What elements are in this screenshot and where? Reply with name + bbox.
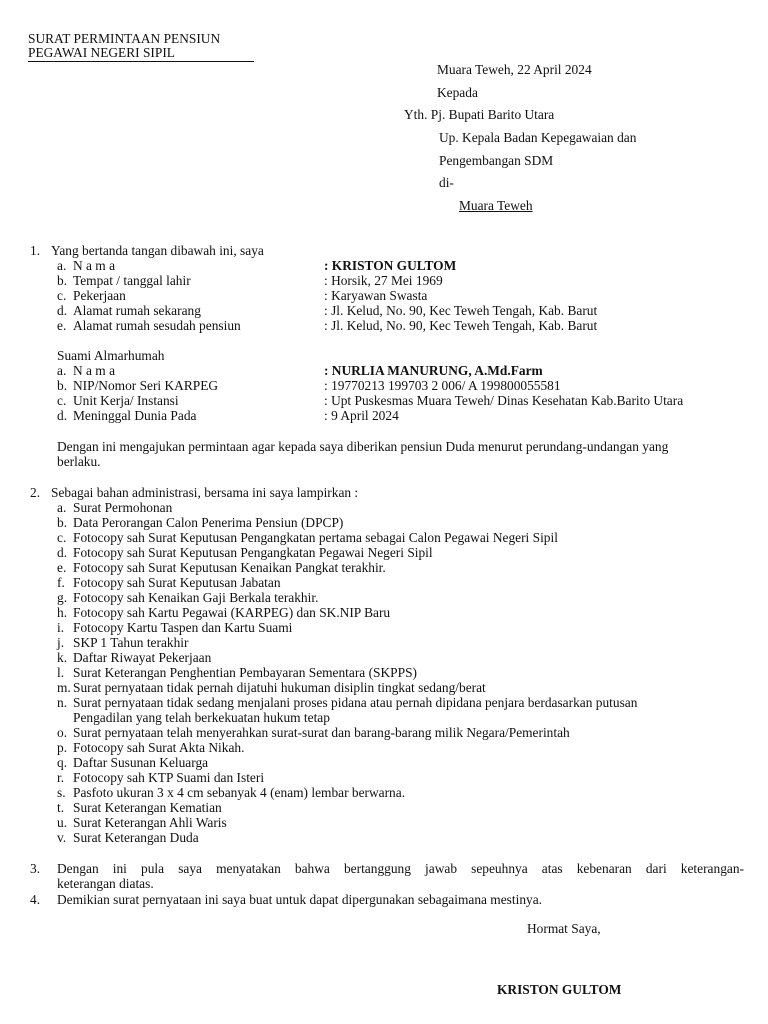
attachment-letter: j.: [57, 635, 65, 650]
field-letter: a.: [57, 258, 67, 273]
attachment-letter: c.: [57, 530, 67, 545]
field-value: : Jl. Kelud, No. 90, Kec Teweh Tengah, Kab. Barut: [324, 303, 598, 318]
attachment-letter: v.: [57, 830, 67, 845]
attachment-letter: b.: [57, 515, 68, 530]
attachment-letter: r.: [57, 770, 65, 785]
attachment-letter: p.: [57, 740, 68, 755]
attachment-text: Surat pernyataan telah menyerahkan surat-surat dan barang-barang milik Negara/Pemerintah: [73, 725, 570, 740]
attachment-letter: h.: [57, 605, 68, 620]
section4-number: 4.: [30, 892, 41, 907]
attachment-text: Fotocopy sah Surat Keputusan Pengangkatan pertama sebagai Calon Pegawai Negeri Sipil: [73, 530, 558, 545]
attachment-text: Surat Keterangan Duda: [73, 830, 199, 845]
field-value: : Jl. Kelud, No. 90, Kec Teweh Tengah, Kab. Barut: [324, 318, 598, 333]
closing-greeting: Hormat Saya,: [527, 921, 601, 936]
attachment-text: Fotocopy sah KTP Suami dan Isteri: [73, 770, 265, 785]
section1-intro: Yang bertanda tangan dibawah ini, saya: [51, 243, 264, 258]
attachment-letter: g.: [57, 590, 68, 605]
field-value: : Horsik, 27 Mei 1969: [324, 273, 443, 288]
attachment-text: Data Perorangan Calon Penerima Pensiun (DPCP): [73, 515, 344, 530]
letter-title-line1: SURAT PERMINTAAN PENSIUN: [28, 31, 221, 46]
section4-text: Demikian surat pernyataan ini saya buat untuk dapat dipergunakan sebagaimana mestinya.: [57, 892, 543, 907]
attachment-text: Fotocopy sah Kartu Pegawai (KARPEG) dan SK.NIP Baru: [73, 605, 391, 620]
field-label: NIP/Nomor Seri KARPEG: [73, 378, 219, 393]
section3-line2: keterangan diatas.: [57, 876, 154, 891]
recipient: Yth. Pj. Bupati Barito Utara: [404, 107, 555, 122]
attention-line1: Up. Kepala Badan Kepegawaian dan: [439, 130, 637, 145]
attachment-letter: d.: [57, 545, 68, 560]
place-date: Muara Teweh, 22 April 2024: [437, 62, 592, 77]
attachment-text: Surat Permohonan: [73, 500, 173, 515]
attachment-letter: e.: [57, 560, 67, 575]
field-label: Meninggal Dunia Pada: [73, 408, 197, 423]
field-label: N a m a: [73, 258, 116, 273]
attachment-text: Surat pernyataan tidak sedang menjalani proses pidana atau pernah dipidana penjara berdasarkan putusan: [73, 695, 638, 710]
attachment-letter: m.: [57, 680, 71, 695]
section3-line1: Dengan ini pula saya menyatakan bahwa bertanggung jawab sepeuhnya atas kebenaran dari keterangan-: [57, 861, 744, 876]
attachment-letter: f.: [57, 575, 65, 590]
field-letter: c.: [57, 288, 67, 303]
field-letter: d.: [57, 303, 68, 318]
field-value: : Upt Puskesmas Muara Teweh/ Dinas Kesehatan Kab.Barito Utara: [324, 393, 684, 408]
attachment-text: Surat Keterangan Kematian: [73, 800, 222, 815]
attachment-letter: t.: [57, 800, 65, 815]
attachment-text: Fotocopy Kartu Taspen dan Kartu Suami: [73, 620, 293, 635]
attachment-text: SKP 1 Tahun terakhir: [73, 635, 189, 650]
attachment-text: Pasfoto ukuran 3 x 4 cm sebanyak 4 (enam) lembar berwarna.: [73, 785, 406, 800]
title-underline: [28, 61, 254, 62]
attachment-letter: q.: [57, 755, 68, 770]
signer-name: KRISTON GULTOM: [497, 982, 622, 997]
field-label: Pekerjaan: [73, 288, 126, 303]
field-value: : 19770213 199703 2 006/ A 199800055581: [324, 378, 561, 393]
field-label: Alamat rumah sekarang: [73, 303, 201, 318]
attachment-text: Surat Keterangan Ahli Waris: [73, 815, 227, 830]
request-line2: berlaku.: [57, 454, 101, 469]
attention-line2: Pengembangan SDM: [439, 153, 554, 168]
attachment-letter: l.: [57, 665, 65, 680]
attachment-letter: s.: [57, 785, 66, 800]
field-letter: e.: [57, 318, 67, 333]
attachment-text: Pengadilan yang telah berkekuatan hukum tetap: [73, 710, 330, 725]
field-label: N a m a: [73, 363, 116, 378]
attachment-letter: a.: [57, 500, 67, 515]
field-label: Unit Kerja/ Instansi: [73, 393, 179, 408]
field-letter: b.: [57, 273, 68, 288]
di-label: di-: [439, 175, 454, 190]
spouse-name: : NURLIA MANURUNG, A.Md.Farm: [324, 363, 543, 378]
section2-number: 2.: [30, 485, 41, 500]
field-letter: c.: [57, 393, 67, 408]
applicant-name: : KRISTON GULTOM: [324, 258, 457, 273]
field-value: : Karyawan Swasta: [324, 288, 428, 303]
attachment-letter: u.: [57, 815, 68, 830]
request-line1: Dengan ini mengajukan permintaan agar kepada saya diberikan pensiun Duda menurut perundang-undangan yang: [57, 439, 669, 454]
attachment-letter: i.: [57, 620, 65, 635]
attachment-text: Fotocopy sah Surat Akta Nikah.: [73, 740, 245, 755]
field-label: Tempat / tanggal lahir: [73, 273, 191, 288]
attachment-text: Fotocopy sah Surat Keputusan Jabatan: [73, 575, 281, 590]
section3-number: 3.: [30, 861, 41, 876]
field-letter: b.: [57, 378, 68, 393]
attachment-text: Surat pernyataan tidak pernah dijatuhi hukuman disiplin tingkat sedang/berat: [73, 680, 486, 695]
attachment-letter: k.: [57, 650, 68, 665]
attachment-letter: o.: [57, 725, 68, 740]
letter-title-line2: PEGAWAI NEGERI SIPIL: [28, 45, 175, 60]
field-label: Alamat rumah sesudah pensiun: [73, 318, 241, 333]
attachment-text: Surat Keterangan Penghentian Pembayaran Sementara (SKPPS): [73, 665, 417, 680]
attachment-text: Daftar Susunan Keluarga: [73, 755, 209, 770]
recipient-city: Muara Teweh: [459, 198, 533, 213]
attachment-text: Fotocopy sah Surat Keputusan Kenaikan Pangkat terakhir.: [73, 560, 386, 575]
attachment-letter: n.: [57, 695, 68, 710]
spouse-heading: Suami Almarhumah: [57, 348, 165, 363]
attachment-text: Fotocopy sah Surat Keputusan Pengangkatan Pegawai Negeri Sipil: [73, 545, 433, 560]
kepada-label: Kepada: [437, 85, 478, 100]
attachment-text: Fotocopy sah Kenaikan Gaji Berkala terakhir.: [73, 590, 319, 605]
field-letter: a.: [57, 363, 67, 378]
attachment-text: Daftar Riwayat Pekerjaan: [73, 650, 212, 665]
section2-intro: Sebagai bahan administrasi, bersama ini saya lampirkan :: [51, 485, 359, 500]
field-letter: d.: [57, 408, 68, 423]
section1-number: 1.: [30, 243, 41, 258]
field-value: : 9 April 2024: [324, 408, 399, 423]
